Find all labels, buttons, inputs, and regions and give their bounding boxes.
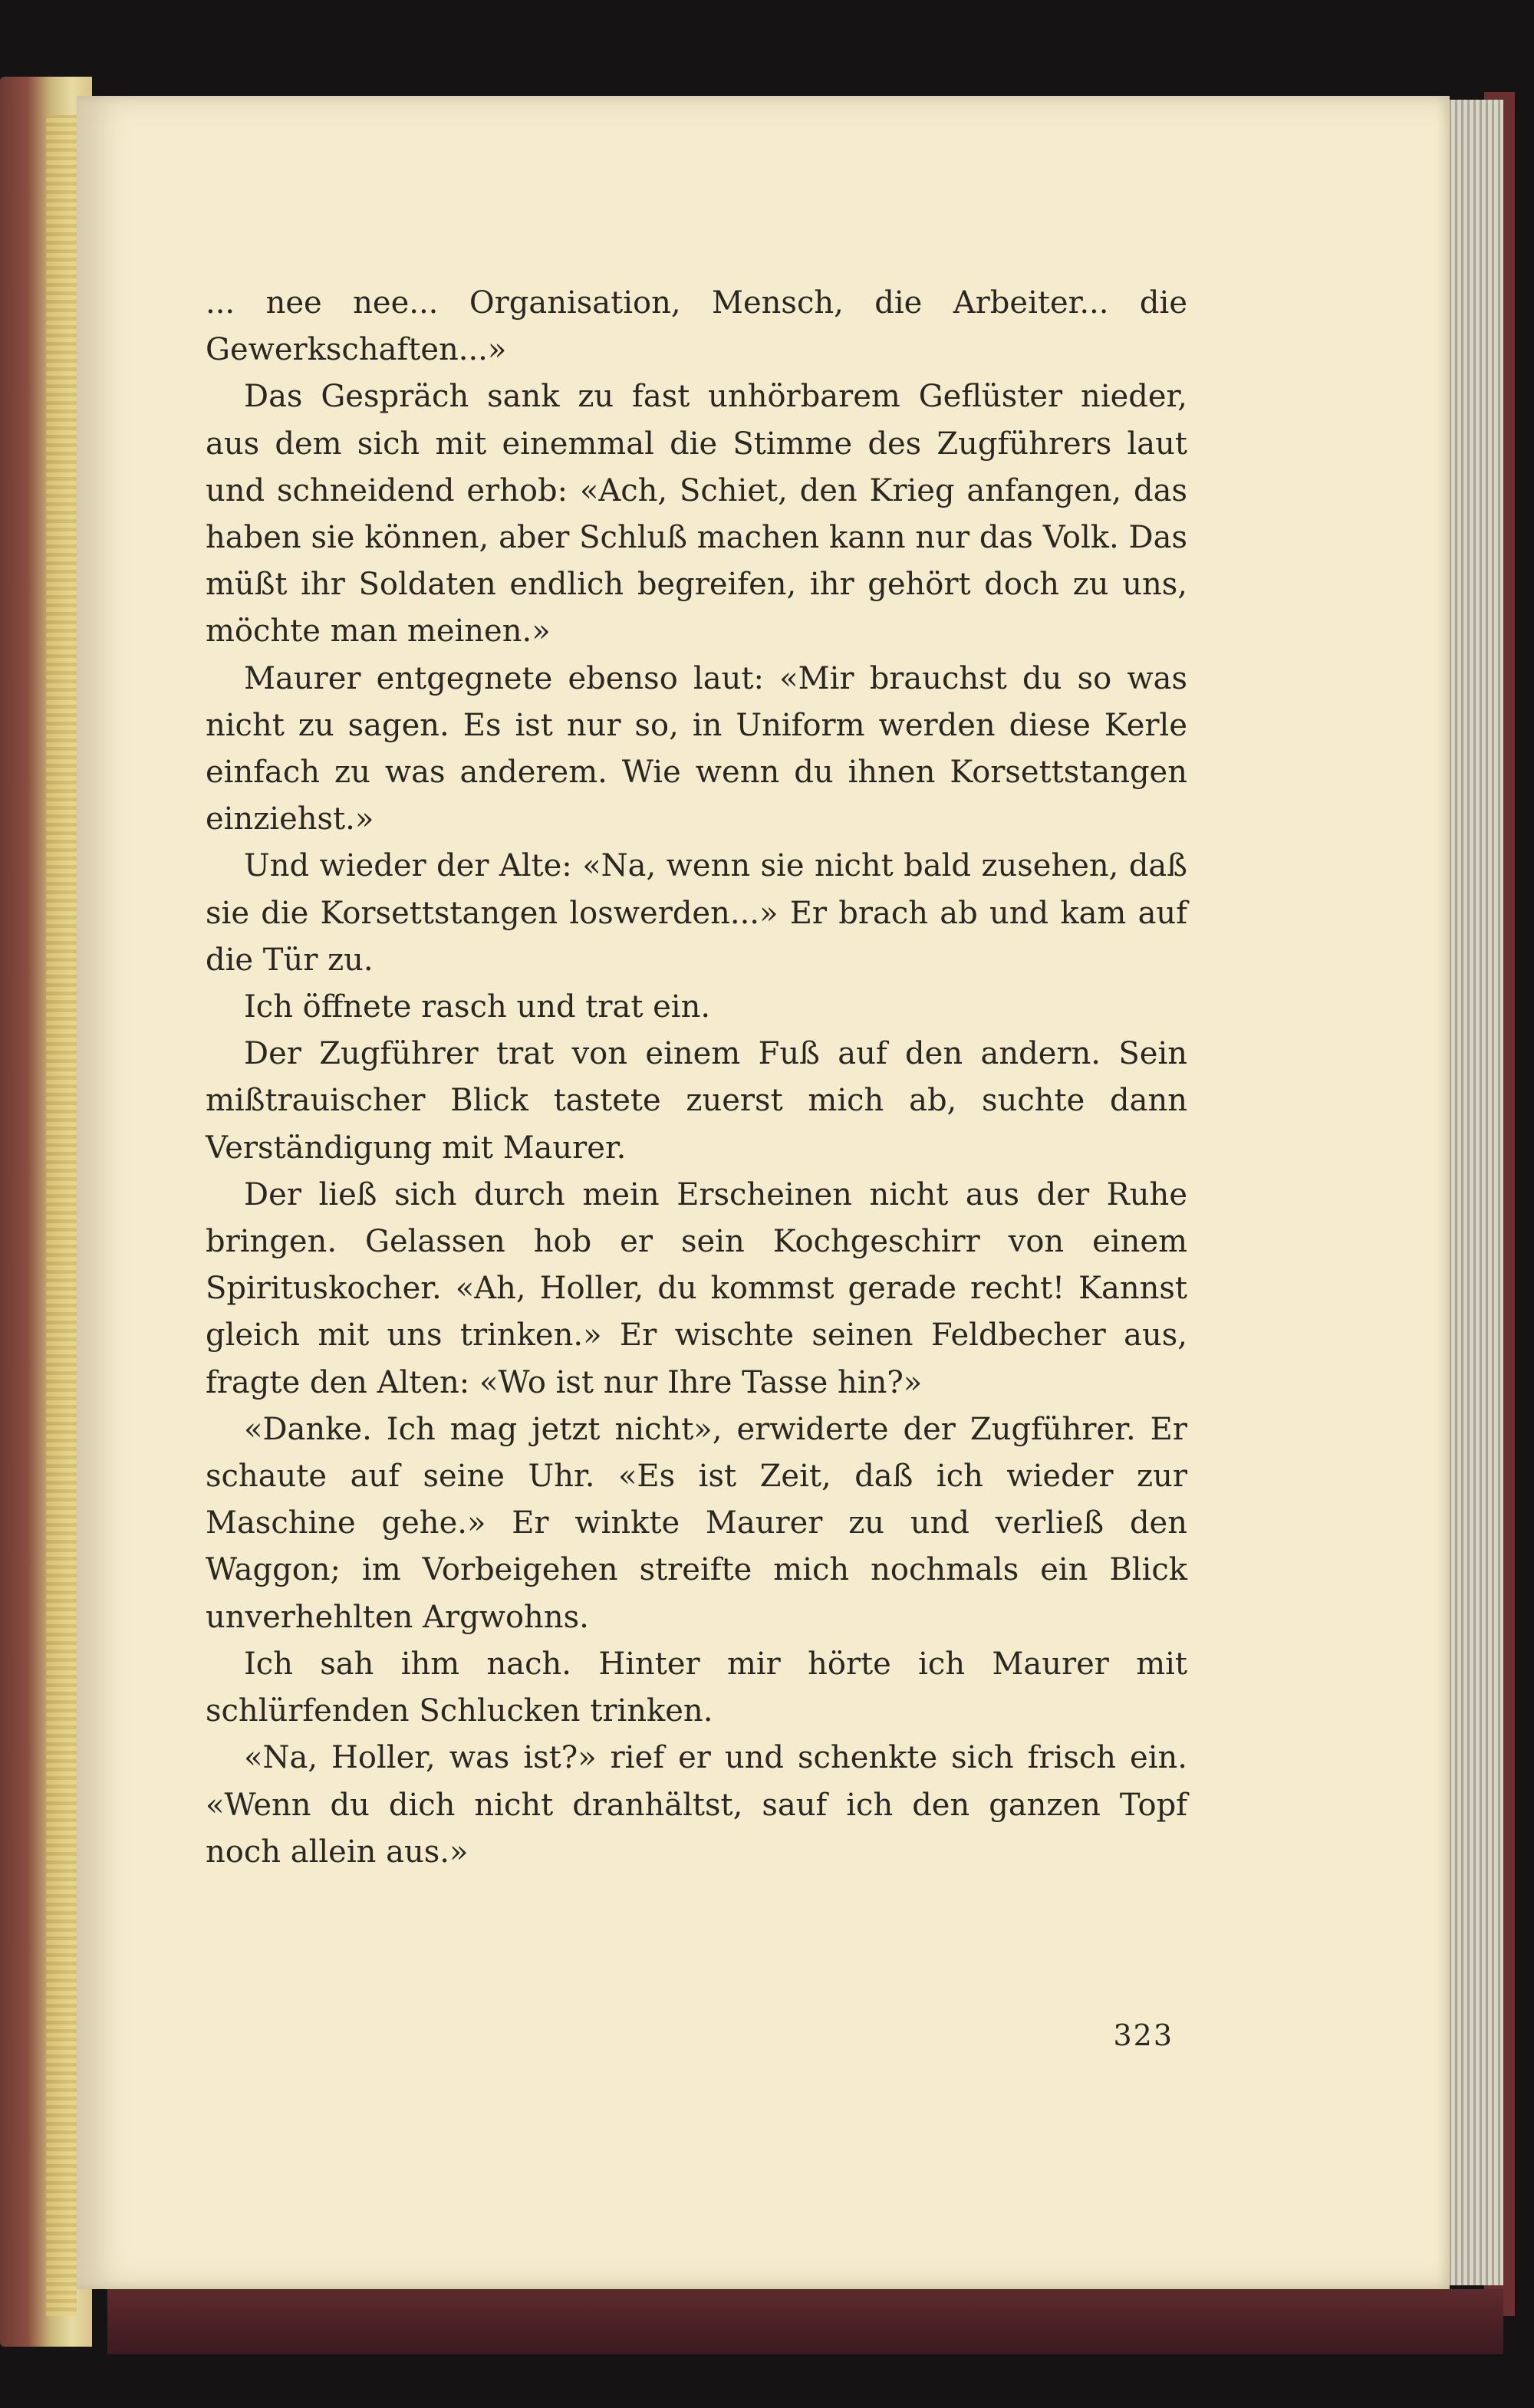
paragraph: Ich öffnete rasch und trat ein. [244,989,711,1025]
page-number: 323 [1113,2018,1174,2052]
paragraph: «Danke. Ich mag jetzt nicht», erwiderte der Zugführer. Er schaute auf seine Uhr. «Es ist Zeit, daß ich wieder zur Maschine gehe.» Er winkte Maurer zu und verließ den Waggon; im Vorbeigehen streifte mich nochmals ein Blick unverhehlten Argwohns. [206,1411,1187,1635]
paragraph: «Na, Holler, was ist?» rief er und schenkte sich frisch ein. «Wenn du dich nicht dranhältst, sauf ich den ganzen Topf noch allein aus.» [206,1740,1187,1870]
page-body-text [206,280,1187,1876]
paragraph: Und wieder der Alte: «Na, wenn sie nicht bald zusehen, daß sie die Korsettstangen loswerden...» Er brach ab und kam auf die Tür zu. [206,848,1187,978]
binding-headband [46,115,77,2316]
paragraph: Der ließ sich durch mein Erscheinen nicht aus der Ruhe bringen. Gelassen hob er sein Kochgeschirr von einem Spirituskocher. «Ah, Holler, du kommst gerade recht! Kannst gleich mit uns trinken.» Er wischte seinen Feldbecher aus, fragte den Alten: «Wo ist nur Ihre Tasse hin?» [206,1176,1187,1400]
paragraph: ... nee nee... Organisation, Mensch, die Arbeiter... die Gewerkschaften...» [206,285,1187,368]
paragraph: Maurer entgegnete ebenso laut: «Mir brauchst du so was nicht zu sagen. Es ist nur so, in Uniform werden diese Kerle einfach zu was anderem. Wie wenn du ihnen Korsettstangen einziehst.» [206,660,1187,837]
book-cover-bottom [107,2289,1503,2354]
paragraph: Ich sah ihm nach. Hinter mir hörte ich Maurer mit schlürfenden Schlucken trinken. [206,1646,1187,1729]
paragraph: Das Gespräch sank zu fast unhörbarem Geflüster nieder, aus dem sich mit einemmal die Stimme des Zugführers laut und schneidend erhob: «Ach, Schiet, den Krieg anfangen, das haben sie können, aber Schluß machen kann nur das Volk. Das müßt ihr Soldaten endlich begreifen, ihr gehört doch zu uns, möchte man meinen.» [206,379,1187,650]
paragraph: Der Zugführer trat von einem Fuß auf den andern. Sein mißtrauischer Blick tastete zuerst mich ab, suchte dann Verständigung mit Maurer. [206,1036,1187,1166]
